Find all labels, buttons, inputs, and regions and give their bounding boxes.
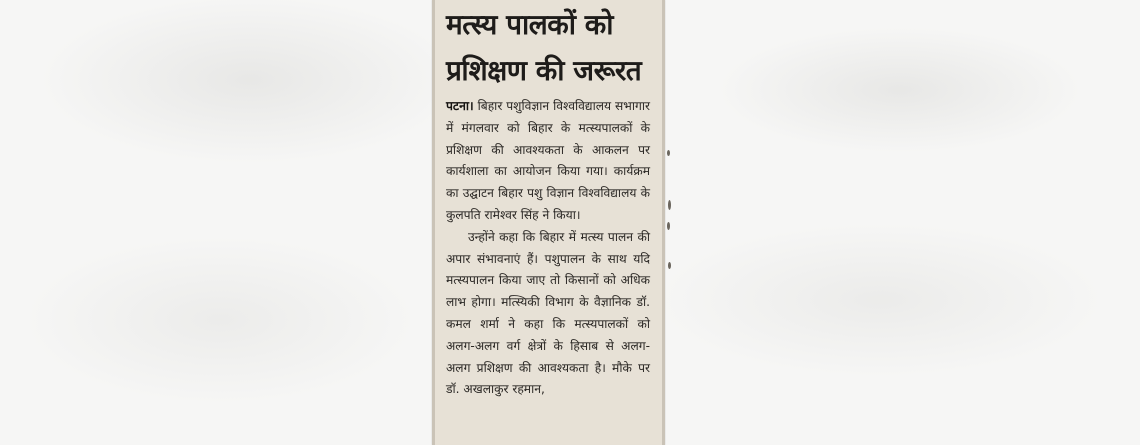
scan-edge-marks [666, 0, 674, 445]
scan-speck [667, 150, 670, 156]
headline-line-1: मत्स्य पालकों को [446, 8, 613, 41]
article-paragraph-2-text: उन्होंने कहा कि बिहार में मत्स्य पालन की अपार संभावनाएं हैं। पशुपालन के साथ यदि मत्स्यपालन किया जाए तो किसानों को अधिक लाभ होगा। मत्स्यिकी विभाग के वैज्ञानिक डॉ. कमल शर्मा ने कहा कि मत्स्यपालकों को अलग-अलग वर्ग क्षेत्रों के हिसाब से अलग-अलग प्रशिक्षण की आवश्यकता है। मौके पर डॉ. अखलाकुर रहमान, [446, 229, 650, 397]
article-dateline: पटना। [446, 99, 474, 113]
scan-speck [668, 200, 671, 210]
article-paragraph-2 [446, 227, 650, 401]
article-paragraph-1-text: बिहार पशुविज्ञान विश्वविद्यालय सभागार में मंगलवार को बिहार के मत्स्यपालकों के प्रशिक्षण की आवश्यकता के आकलन पर कार्यशाला का आयोजन किया गया। कार्यक्रम का उद्घाटन बिहार पशु विज्ञान विश्वविद्यालय के कुलपति रामेश्वर सिंह ने किया। [446, 99, 651, 222]
newspaper-clipping [432, 0, 665, 445]
headline [446, 2, 656, 94]
article-paragraph-1 [446, 96, 650, 227]
clipping-left-edge [432, 0, 435, 445]
article-body [446, 96, 650, 401]
clipping-right-edge [662, 0, 665, 445]
scan-speck [668, 262, 671, 269]
scan-speck [667, 222, 670, 230]
headline-line-2: प्रशिक्षण की जरूरत [446, 54, 642, 87]
